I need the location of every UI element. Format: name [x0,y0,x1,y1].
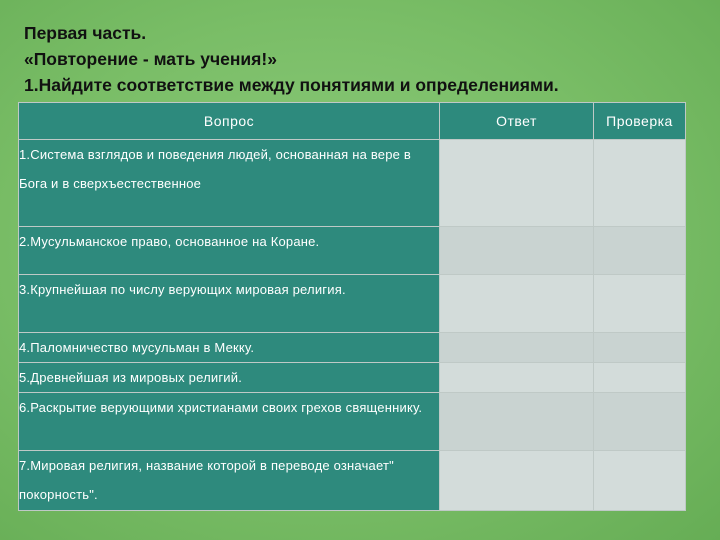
table-row [19,227,686,275]
question-cell [19,451,440,511]
table-row [19,275,686,333]
question-text: 3.Крупнейшая по числу верующих мировая религия. [19,282,346,297]
slide-heading [24,20,704,98]
column-header-check: Проверка [594,103,686,140]
answer-cell[interactable] [440,393,594,451]
answer-cell[interactable] [440,363,594,393]
part-title: Первая часть. [24,23,147,43]
task-instruction: 1.Найдите соответствие между понятиями и определениями. [24,75,559,95]
check-cell[interactable] [594,393,686,451]
answer-cell[interactable] [440,451,594,511]
question-text: 4.Паломничество мусульман в Мекку. [19,340,255,355]
check-cell[interactable] [594,333,686,363]
question-cell [19,333,440,363]
table-header-row [19,103,686,140]
question-text: 2.Мусульманское право, основанное на Коране. [19,234,320,249]
question-cell [19,227,440,275]
table-row [19,451,686,511]
answer-cell[interactable] [440,333,594,363]
question-cell [19,140,440,227]
motto: «Повторение - мать учения!» [24,49,277,69]
matching-table [18,102,686,511]
check-cell[interactable] [594,227,686,275]
table-row [19,393,686,451]
column-header-question: Вопрос [19,103,440,140]
check-cell[interactable] [594,275,686,333]
answer-cell[interactable] [440,227,594,275]
question-text: 1.Система взглядов и поведения людей, основанная на вере в Бога и в сверхъестественное [19,147,412,191]
question-text: 7.Мировая религия, название которой в переводе означает" покорность". [19,458,394,502]
table-row [19,140,686,227]
question-cell [19,393,440,451]
question-text: 5.Древнейшая из мировых религий. [19,370,243,385]
answer-cell[interactable] [440,275,594,333]
check-cell[interactable] [594,451,686,511]
table-row [19,333,686,363]
check-cell[interactable] [594,140,686,227]
answer-cell[interactable] [440,140,594,227]
check-cell[interactable] [594,363,686,393]
question-cell [19,363,440,393]
column-header-answer: Ответ [440,103,594,140]
question-text: 6.Раскрытие верующими христианами своих грехов священнику. [19,400,423,415]
table-row [19,363,686,393]
question-cell [19,275,440,333]
